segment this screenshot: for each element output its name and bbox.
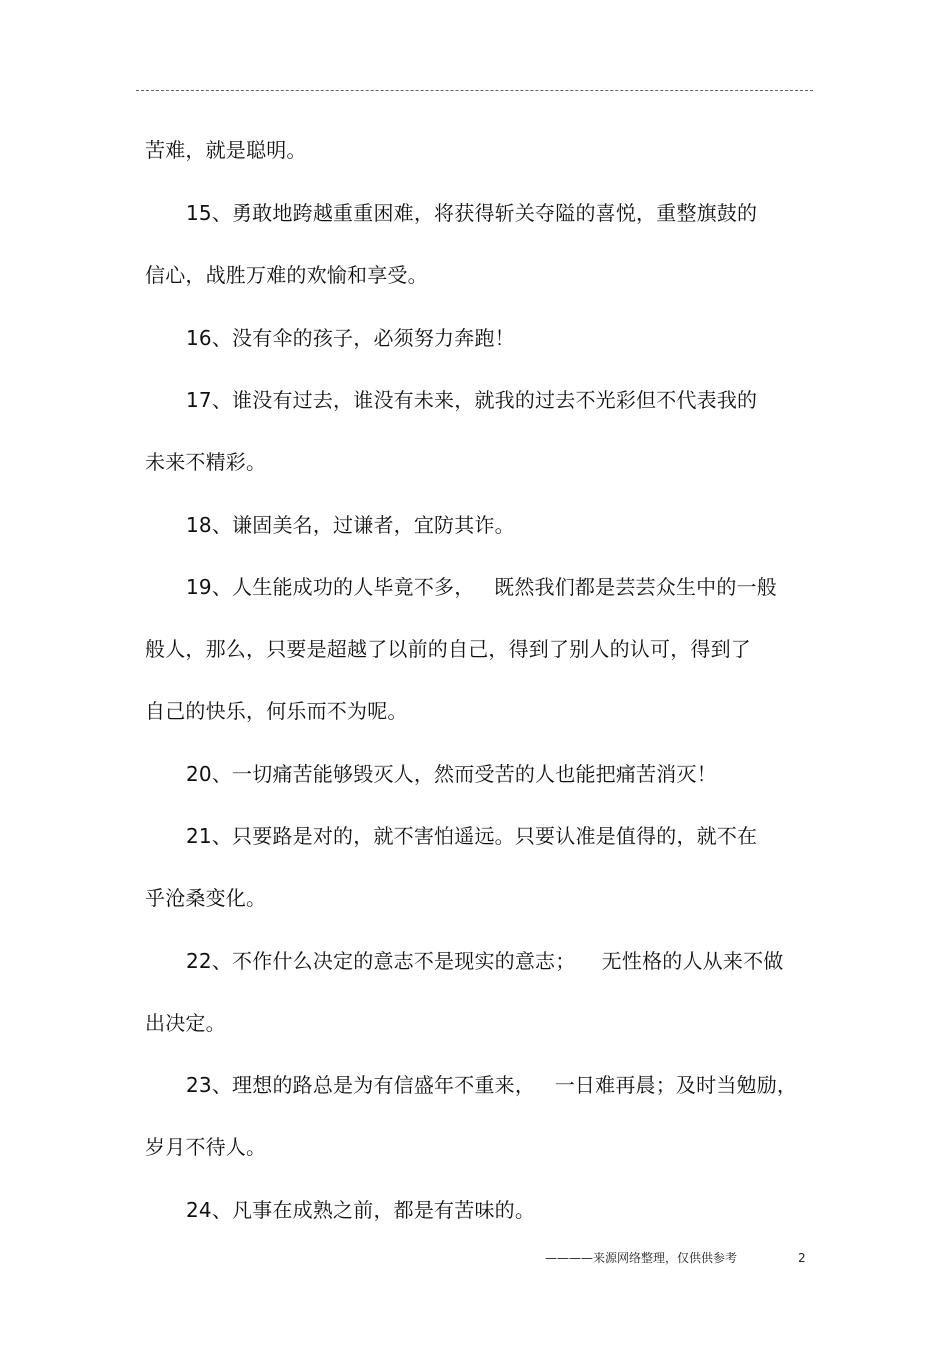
text-line: 16、没有伞的孩子，必须努力奔跑！: [186, 326, 515, 350]
text-line: 信心，战胜万难的欢愉和享受。: [145, 263, 428, 287]
header-rule: [136, 90, 813, 91]
text-line: 15、勇敢地跨越重重困难，将获得斩关夺隘的喜悦，重整旗鼓的: [186, 201, 758, 225]
text-line: 18、谦固美名，过谦者，宜防其诈。: [186, 513, 515, 537]
text-line: 未来不精彩。: [145, 450, 267, 474]
text-line: 23、理想的路总是为有信盛年不重来， 一日难再晨；及时当勉励，: [186, 1073, 798, 1097]
text-line: 乎沧桑变化。: [145, 886, 267, 910]
text-line: 般人，那么，只要是超越了以前的自己，得到了别人的认可，得到了: [145, 637, 751, 661]
text-line: 20、一切痛苦能够毁灭人，然而受苦的人也能把痛苦消灭！: [186, 762, 717, 786]
text-line: 21、只要路是对的，就不害怕遥远。只要认准是值得的，就不在: [186, 824, 758, 848]
text-line: 17、谁没有过去，谁没有未来，就我的过去不光彩但不代表我的: [186, 388, 758, 412]
text-line: 24、凡事在成熟之前，都是有苦味的。: [186, 1198, 536, 1222]
footer-note: ————来源网络整理，仅供供参考: [545, 1251, 738, 1265]
text-line: 22、不作什么决定的意志不是现实的意志； 无性格的人从来不做: [186, 949, 784, 973]
text-line: 苦难，就是聪明。: [145, 138, 307, 162]
text-line: 自己的快乐，何乐而不为呢。: [145, 699, 408, 723]
text-line: 19、人生能成功的人毕竟不多， 既然我们都是芸芸众生中的一般: [186, 575, 777, 599]
text-line: 出决定。: [145, 1011, 226, 1035]
page-number: 2: [798, 1251, 806, 1265]
text-line: 岁月不待人。: [145, 1135, 267, 1159]
